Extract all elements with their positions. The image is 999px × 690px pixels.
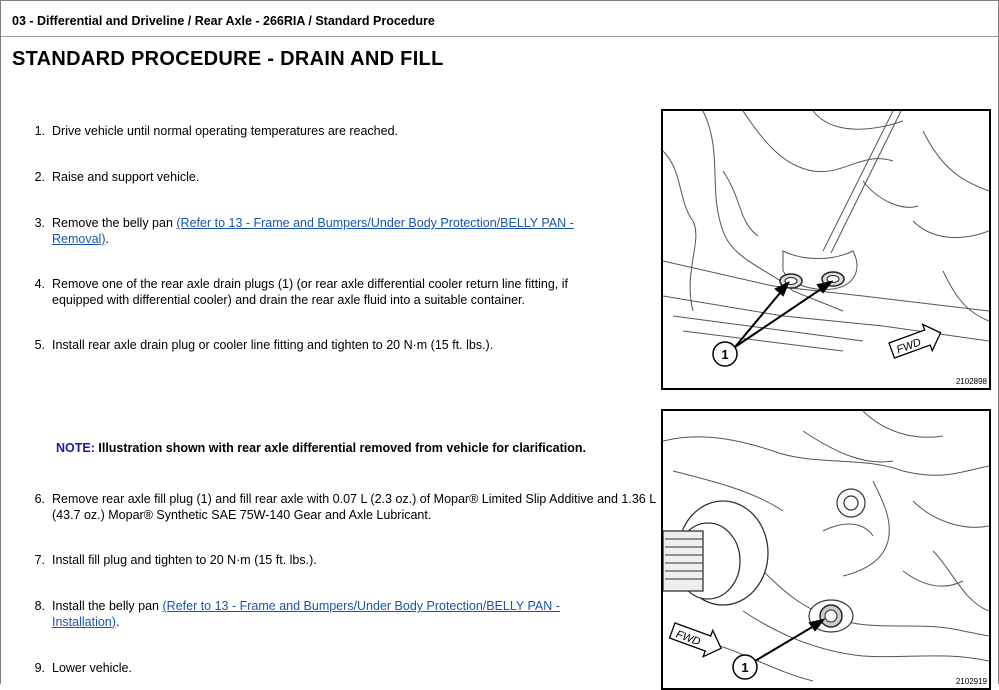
drain-plug-drawing xyxy=(663,111,989,388)
step-number: 7. xyxy=(34,553,45,567)
step-number: 6. xyxy=(34,492,45,506)
note xyxy=(56,441,586,455)
belly-pan-removal-link[interactable]: (Refer to 13 - Frame and Bumpers/Under Body Protection/BELLY PAN - Removal) xyxy=(52,216,574,246)
callout-number: 1 xyxy=(721,347,729,362)
step-text: Install fill plug and tighten to 20 N·m (15 ft. lbs.). xyxy=(52,553,317,567)
step-number: 8. xyxy=(34,599,45,613)
step-text-tail: . xyxy=(115,614,120,629)
forward-direction-label: FWD xyxy=(674,628,702,649)
step-text: Remove rear axle fill plug (1) and fill rear axle with 0.07 L (2.3 oz.) of Mopar® Limited Slip Additive and 1.36 L (43.7 oz.) Mopar® Synthetic SAE 75W-140 Gear and Axle Lubricant. xyxy=(52,492,656,522)
step-text: Lower vehicle. xyxy=(52,661,132,675)
step-text-main: Remove the belly pan xyxy=(52,216,173,230)
step-number: 1. xyxy=(34,124,45,138)
step-text-main: Install the belly pan xyxy=(52,599,160,613)
step-number: 2. xyxy=(34,170,45,184)
note-label: NOTE: xyxy=(56,441,95,455)
header-divider xyxy=(1,36,998,37)
belly-pan-installation-link[interactable]: (Refer to 13 - Frame and Bumpers/Under Body Protection/BELLY PAN - Installation) xyxy=(52,599,560,629)
fill-plug-drawing xyxy=(663,411,989,688)
figure-id: 2102898 xyxy=(955,377,987,386)
breadcrumb: 03 - Differential and Driveline / Rear Axle - 266RIA / Standard Procedure xyxy=(12,14,435,28)
step-number: 9. xyxy=(34,661,45,675)
step-text: Raise and support vehicle. xyxy=(52,170,200,184)
step-text: Remove one of the rear axle drain plugs (1) (or rear axle differential cooler return line fitting, if equipped with differential cooler) and drain the rear axle fluid into a suitable container. xyxy=(52,277,568,307)
note-text: Illustration shown with rear axle differential removed from vehicle for clarification. xyxy=(98,441,586,455)
fill-plug-illustration xyxy=(661,409,991,690)
step-text: Drive vehicle until normal operating temperatures are reached. xyxy=(52,124,399,138)
step-number: 3. xyxy=(34,216,45,230)
step-text-tail: . xyxy=(105,231,109,246)
drain-plug-illustration xyxy=(661,109,991,390)
step-text xyxy=(52,216,622,247)
step-text: Install rear axle drain plug or cooler line fitting and tighten to 20 N·m (15 ft. lbs.). xyxy=(52,338,494,352)
forward-direction-label: FWD xyxy=(895,336,923,357)
figure-id: 2102919 xyxy=(955,677,987,686)
step-number: 5. xyxy=(34,338,45,352)
page-title: STANDARD PROCEDURE - DRAIN AND FILL xyxy=(12,48,444,70)
step-number: 4. xyxy=(34,277,45,291)
step-text xyxy=(52,599,622,630)
callout-number: 1 xyxy=(741,660,749,675)
